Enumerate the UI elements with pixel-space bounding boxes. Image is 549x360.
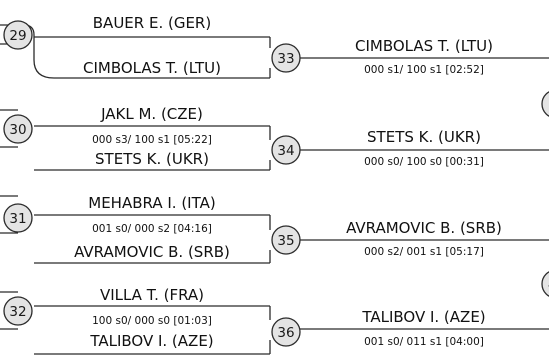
match-score: 000 s0/ 100 s0 [00:31] <box>364 156 484 168</box>
match-node-29 <box>4 21 32 49</box>
player-name: AVRAMOVIC B. (SRB) <box>74 243 230 261</box>
player-name: VILLA T. (FRA) <box>99 286 205 304</box>
match-number: 31 <box>9 211 27 227</box>
match-number: 29 <box>9 28 27 44</box>
match-score: 100 s0/ 000 s0 [01:03] <box>92 315 212 327</box>
player-name: STETS K. (UKR) <box>95 150 209 168</box>
match-number: 35 <box>277 233 295 249</box>
player-name: CIMBOLAS T. (LTU) <box>83 59 221 77</box>
match-node-32 <box>4 297 32 325</box>
match-node-35 <box>272 226 300 254</box>
match-score: 001 s0/ 011 s1 [04:00] <box>364 336 484 348</box>
match-node-30 <box>4 115 32 143</box>
match-node-33 <box>272 44 300 72</box>
winner-name: AVRAMOVIC B. (SRB) <box>346 219 502 237</box>
match-score: 000 s1/ 100 s1 [02:52] <box>364 64 484 76</box>
match-node-3 <box>542 90 549 118</box>
match-score: 001 s0/ 000 s2 [04:16] <box>92 223 212 235</box>
match-score: 000 s2/ 001 s1 [05:17] <box>364 246 484 258</box>
match-number: 36 <box>277 325 295 341</box>
match-number: 34 <box>277 143 295 159</box>
match-node-36 <box>272 318 300 346</box>
player-name: TALIBOV I. (AZE) <box>90 332 214 350</box>
winner-name: TALIBOV I. (AZE) <box>362 308 486 326</box>
match-node-34 <box>272 136 300 164</box>
match-node-4 <box>542 270 549 298</box>
match-number: 33 <box>277 51 295 67</box>
match-number: 32 <box>9 304 27 320</box>
match-node-31 <box>4 204 32 232</box>
player-name: MEHABRA I. (ITA) <box>88 194 216 212</box>
winner-name: CIMBOLAS T. (LTU) <box>355 37 493 55</box>
winner-name: STETS K. (UKR) <box>367 128 481 146</box>
match-number: 30 <box>9 122 27 138</box>
match-score: 000 s3/ 100 s1 [05:22] <box>92 134 212 146</box>
player-name: JAKL M. (CZE) <box>101 105 203 123</box>
player-name: BAUER E. (GER) <box>92 14 212 32</box>
